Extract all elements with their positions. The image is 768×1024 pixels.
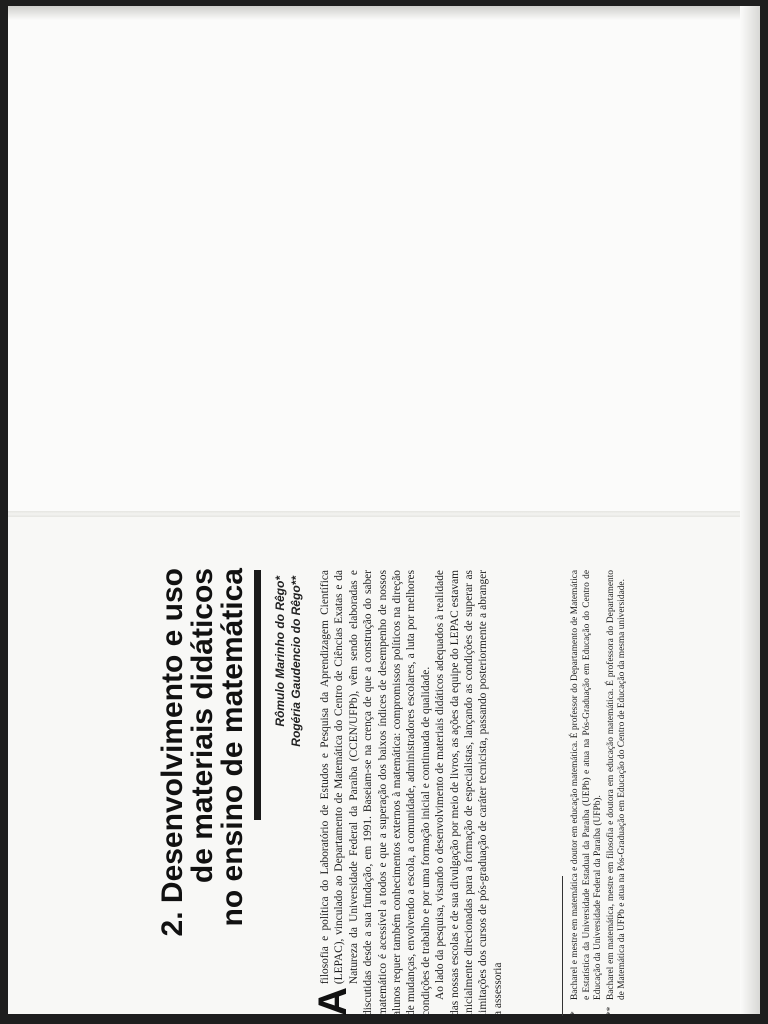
chapter-title-line: no ensino de matemática [216, 568, 249, 927]
paragraph-text: filosofia e política do Laboratório de Estudos e Pesquisa da Aprendizagem Científica (LEPAC), vinculado ao Departamento de Matemática do Centro de Ciências Exatas e da Natureza da Universidade Federal da Paraíba (CCEN/UFPb), vêm sendo elaboradas e discutidas desde a sua fundação, em 1991. Baseiam-se na crença de que a construção do saber matemático é acessível a todos e que a superação dos baixos índices de desempenho de nossos alunos requer também conhecimentos externos à matemática: compromissos políticos na direção de mudanças, envolvendo a escola, a comunidade, administradores escolares, a luta por melhores condições de trabalho e por uma formação inicial e continuada de qualidade. [319, 570, 432, 1016]
author-name: Rômulo Marinho do Rêgo* [273, 576, 287, 727]
chapter-title-line: de materiais didáticos [186, 568, 219, 884]
footnote-mark: ** [605, 1006, 616, 1016]
footnote-mark: * [570, 1011, 580, 1016]
footnote [606, 570, 629, 1016]
blank-page [8, 6, 760, 514]
paragraph [311, 570, 433, 1016]
footnotes [570, 570, 630, 1016]
chapter-title-line: 2. Desenvolvimento e uso [156, 568, 189, 937]
rotated-page-content [158, 570, 714, 1016]
chapter-title [158, 568, 248, 1008]
footnote [570, 570, 605, 1016]
footnote-text: Bacharel e mestre em matemática e doutor em educação matemática. É professor do Departamento de Matemática e Estatística da Universidade Estadual da Paraíba (UEPb) e atua na Pós-Graduação em Educação do Centro de Educação da Universidade Federal da Paraíba (UFPb). [570, 570, 604, 1000]
footnote-divider [562, 876, 563, 1016]
title-rule [254, 570, 261, 820]
paragraph: Ao lado da pesquisa, visando o desenvolvimento de materiais didáticos adequados à realidade das nossas escolas e de sua divulgação por meio de livros, as ações da equipe do LEPAC estavam inicialmente direcionadas para a formação de especialistas, lançando as condições de superar as limitações dos cursos de pós-graduação de caráter tecnicista, passando posteriormente a abranger a assessoria [434, 570, 504, 1016]
body-text [311, 570, 505, 1016]
drop-cap: A [311, 987, 355, 1016]
footnote-text: Bacharel em matemática, mestre em filosofia e doutora em educação matemática. É professora do Departamento de Matemática da UFPb e atua na Pós-Graduação em Educação do Centro de Educação da mesma universidade. [605, 570, 628, 1000]
page-edge-shadow [8, 6, 760, 20]
page-edge-shadow-right [740, 6, 760, 1014]
page-fold [8, 511, 760, 517]
author-name: Rogéria Gaudencio do Rêgo** [289, 576, 303, 747]
chapter-authors [272, 576, 304, 976]
